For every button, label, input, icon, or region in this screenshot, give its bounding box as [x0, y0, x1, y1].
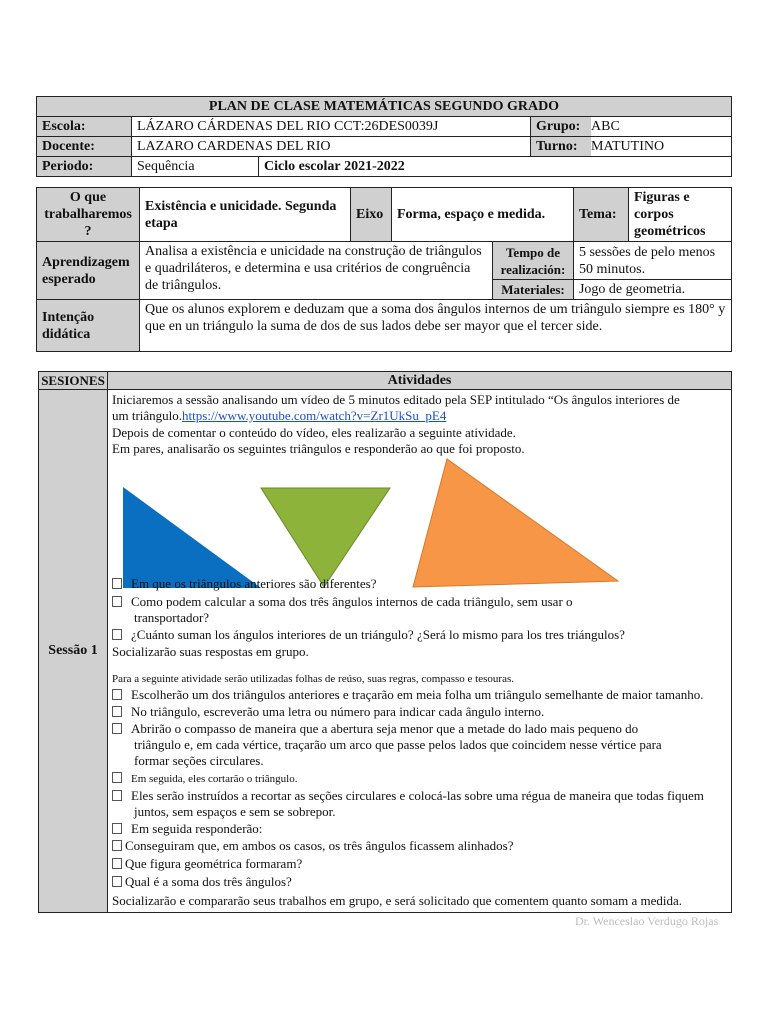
- checkbox-icon: [112, 689, 122, 700]
- step-4-text: Em seguida, eles cortarão o triângulo.: [131, 773, 298, 785]
- periodo-value: Sequência: [132, 157, 259, 177]
- step-3-cont-1: triângulo e, em cada vértice, traçarão um arco que passe pelos lados que coincidem nesse vértice para: [134, 737, 662, 752]
- triangles-figure: [112, 454, 712, 594]
- eixo-value: Forma, espaço e medida.: [392, 188, 574, 242]
- green-triangle: [261, 488, 390, 587]
- checkbox-icon: [112, 790, 122, 801]
- question-2-cont: transportador?: [134, 610, 210, 625]
- step-6: [112, 821, 262, 837]
- question-3-text: ¿Cuánto suman los ángulos interiores de un triángulo? ¿Será lo mismo para los tres triángulos?: [131, 627, 625, 642]
- docente-value: LAZARO CARDENAS DEL RIO: [132, 137, 531, 157]
- step-3: [112, 721, 638, 737]
- escola-label: Escola:: [37, 117, 132, 137]
- checkbox-icon: [112, 858, 122, 869]
- response-2-text: Que figura geométrica formaram?: [125, 856, 303, 871]
- social-line-1: Socializarão suas respostas em grupo.: [112, 644, 309, 659]
- step-2-text: No triângulo, escreverão uma letra ou número para indicar cada ângulo interno.: [131, 704, 545, 719]
- tema-label: Tema:: [573, 188, 628, 242]
- intro-line-4: Em pares, analisarão os seguintes triângulos e responderão ao que foi proposto.: [112, 441, 525, 456]
- closing-line: Socializarão e compararão seus trabalhos em grupo, e será solicitado que comentem quanto somam a medida.: [112, 893, 682, 908]
- response-3: [112, 874, 292, 890]
- question-1: [112, 576, 376, 592]
- intro-line-2: [112, 408, 446, 424]
- plan-details-table: [36, 187, 732, 352]
- oque-label: O que trabalharemos ?: [37, 188, 140, 242]
- question-2-text: Como podem calcular a soma dos três ângulos internos de cada triângulo, sem usar o: [131, 594, 573, 609]
- step-3-text: Abrirão o compasso de maneira que a abertura seja menor que a metade do lado mais pequeno do: [131, 721, 639, 736]
- response-1-text: Conseguiram que, em ambos os casos, os três ângulos ficassem alinhados?: [125, 838, 514, 853]
- aprendizagem-label: Aprendizagem esperado: [37, 242, 140, 300]
- checkbox-icon: [112, 578, 122, 589]
- oque-value: Existência e unicidade. Segunda etapa: [140, 188, 351, 242]
- blue-triangle: [123, 487, 261, 588]
- step-3-cont-2: formar seções circulares.: [134, 753, 264, 768]
- intro-line-3: Depois de comentar o conteúdo do vídeo, eles realizarão a seguinte atividade.: [112, 425, 516, 440]
- checkbox-icon: [112, 823, 122, 834]
- escola-value: LÁZARO CÁRDENAS DEL RIO CCT:26DES0039J: [132, 117, 531, 137]
- grupo-value: ABC: [591, 117, 732, 137]
- intencao-value: Que os alunos explorem e deduzam que a soma dos ângulos internos de um triângulo siempre es 180° y que en un triángulo la suma de dos de sus lados debe ser mayor que el tercer side.: [140, 300, 732, 352]
- question-1-text: Em que os triângulos anteriores são diferentes?: [131, 576, 377, 591]
- step-1: [112, 687, 704, 703]
- header-table: [36, 96, 732, 177]
- step-6-text: Em seguida responderão:: [131, 821, 263, 836]
- step-5-cont: juntos, sem espaços e sem se sobrepor.: [134, 804, 336, 819]
- checkbox-icon: [112, 840, 122, 851]
- step-2: [112, 704, 544, 720]
- step-4: [112, 771, 297, 787]
- checkbox-icon: [112, 596, 122, 607]
- response-1: [112, 838, 513, 854]
- question-3: [112, 627, 625, 643]
- video-link[interactable]: https://www.youtube.com/watch?v=Zr1UkSu_pE4: [182, 408, 447, 423]
- ciclo-value: 2021-2022: [344, 159, 405, 174]
- sessions-table: [38, 371, 732, 913]
- tempo-value: 5 sessões de pelo menos 50 minutos.: [573, 242, 731, 280]
- intro-text-2: um triângulo.: [112, 408, 183, 423]
- turno-value: MATUTINO: [591, 137, 732, 157]
- activities-cell: [108, 390, 732, 913]
- checkbox-icon: [112, 629, 122, 640]
- materiales-label: Materiales:: [492, 280, 573, 300]
- intro-line-1: Iniciaremos a sessão analisando um vídeo de 5 minutos editado pela SEP intitulado “Os ângulos interiores de: [112, 392, 680, 407]
- checkbox-icon: [112, 772, 122, 783]
- materiales-value: Jogo de geometria.: [573, 280, 731, 300]
- ciclo-cell: [259, 157, 732, 177]
- session-label: Sessão 1: [39, 390, 108, 913]
- step-1-text: Escolherão um dos triângulos anteriores e traçarão em meia folha um triângulo semelhante de maior tamanho.: [131, 687, 704, 702]
- question-2: [112, 594, 573, 610]
- response-2: [112, 856, 302, 872]
- eixo-label: Eixo: [351, 188, 392, 242]
- tema-value: Figuras e corpos geométricos: [628, 188, 731, 242]
- col-atividades: Atividades: [108, 372, 732, 390]
- plan-title: PLAN DE CLASE MATEMÁTICAS SEGUNDO GRADO: [37, 97, 732, 117]
- docente-label: Docente:: [37, 137, 132, 157]
- materials-line: Para a seguinte atividade serão utilizadas folhas de reúso, suas regras, compasso e tesouras.: [112, 673, 514, 685]
- tempo-label: Tempo de realización:: [492, 242, 573, 280]
- orange-triangle: [413, 459, 618, 587]
- watermark-text: Dr. Wenceslao Verdugo Rojas: [575, 914, 719, 928]
- checkbox-icon: [112, 876, 122, 887]
- periodo-label: Periodo:: [37, 157, 132, 177]
- col-sesiones: SESIONES: [39, 372, 108, 390]
- step-5: [112, 788, 704, 804]
- grupo-label: Grupo:: [531, 117, 592, 137]
- checkbox-icon: [112, 723, 122, 734]
- step-5-text: Eles serão instruídos a recortar as seções circulares e colocá-las sobre uma régua de maneira que todas fiquem: [131, 788, 704, 803]
- aprendizagem-value: Analisa a existência e unicidade na construção de triângulos e quadriláteros, e determina e usa critérios de congruência de triângulos.: [140, 242, 493, 300]
- checkbox-icon: [112, 706, 122, 717]
- intencao-label: Intenção didática: [37, 300, 140, 352]
- response-3-text: Qual é a soma dos três ângulos?: [125, 874, 292, 889]
- ciclo-label: Ciclo escolar: [264, 159, 341, 174]
- turno-label: Turno:: [531, 137, 592, 157]
